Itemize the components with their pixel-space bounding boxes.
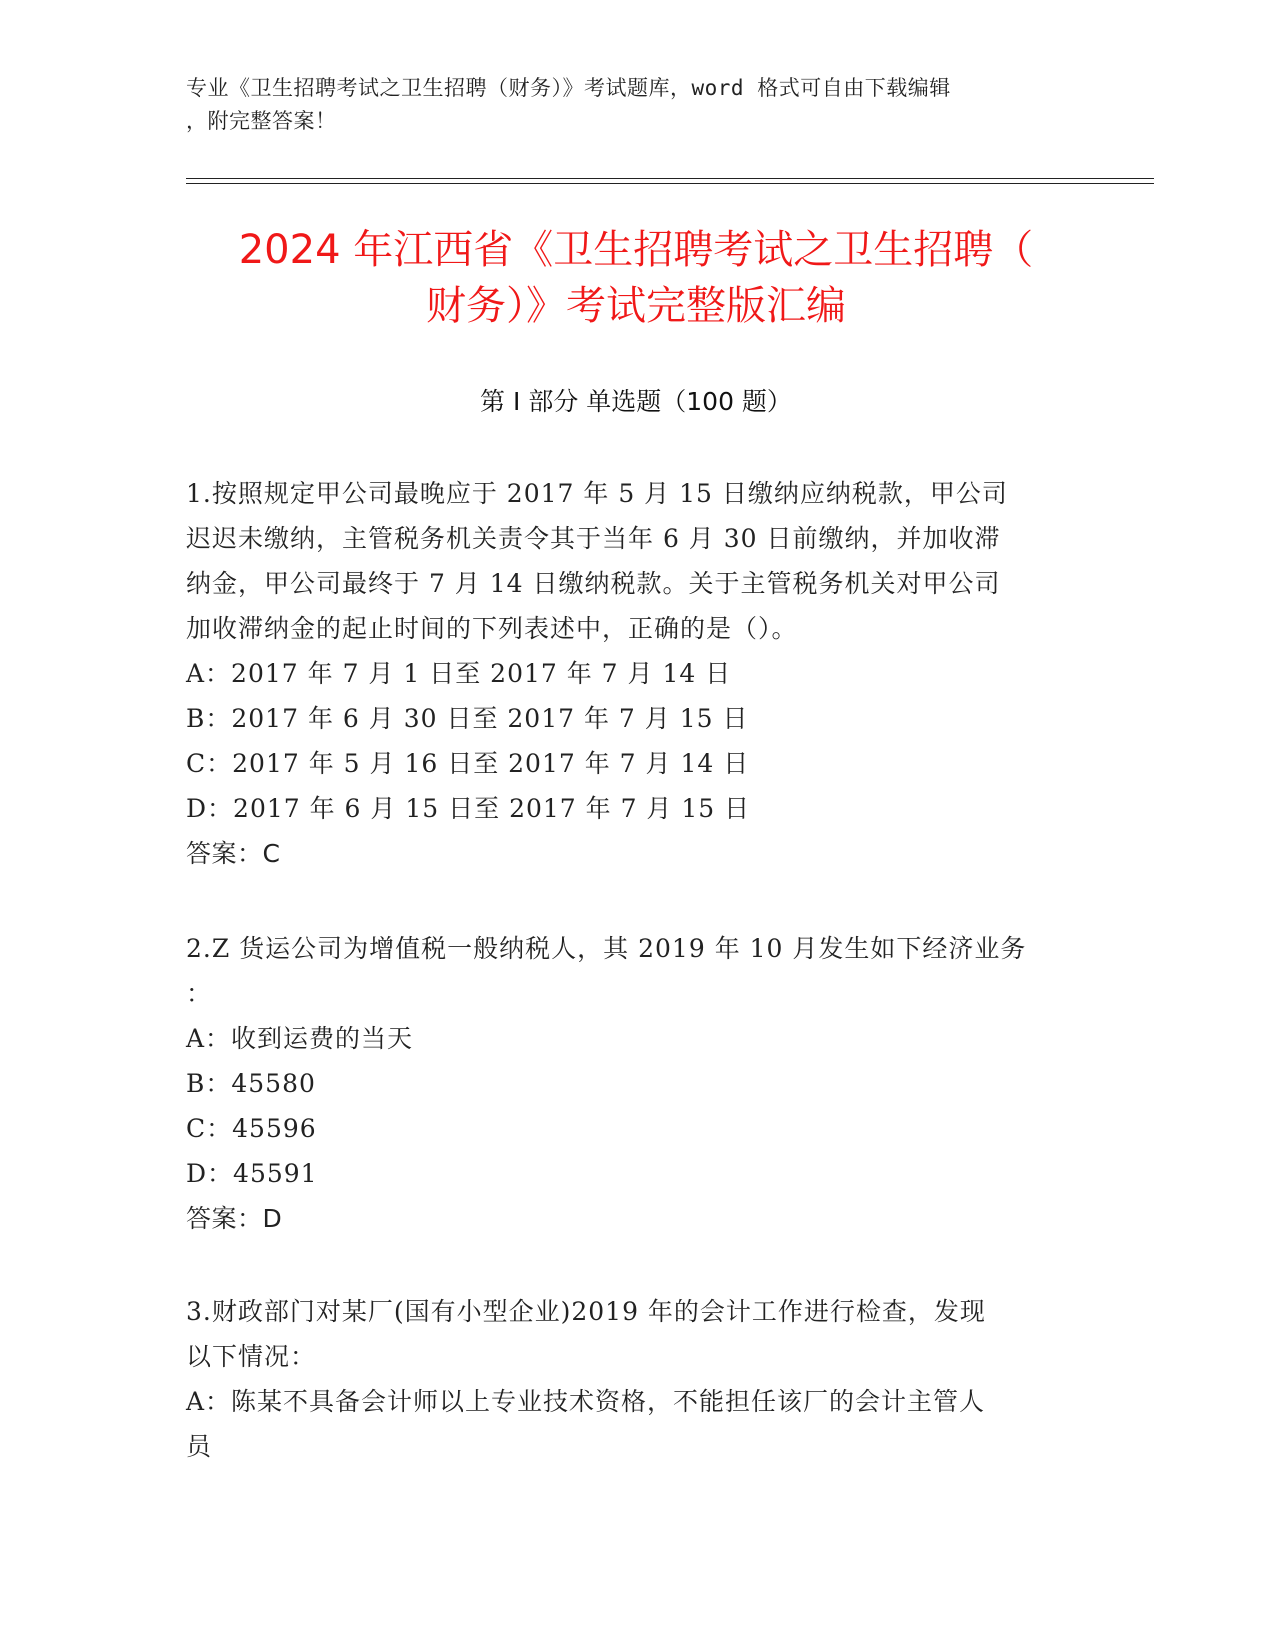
question-item [186,1289,1086,1469]
header-note [186,72,1086,138]
document-title [186,222,1086,334]
question-stem-line: 以下情况： [186,1342,317,1371]
correct-answer: 答案：C [186,839,281,868]
answer-option-a: A：陈某不具备会计师以上专业技术资格，不能担任该厂的会计主管人 [186,1387,986,1416]
question-stem-line: 1.按照规定甲公司最晚应于 2017 年 5 月 15 日缴纳应纳税款，甲公司 [186,479,1008,508]
question-stem-line: 加收滞纳金的起止时间的下列表述中，正确的是（）。 [186,614,798,643]
answer-option-d: D：2017 年 6 月 15 日至 2017 年 7 月 15 日 [186,794,751,823]
answer-option-d: D：45591 [186,1159,318,1188]
header-note-line: 专业《卫生招聘考试之卫生招聘（财务）》考试题库，word 格式可自由下载编辑 [186,76,951,100]
question-stem-line: ： [186,979,213,1008]
document-title-line: 财务）》考试完整版汇编 [426,283,846,329]
header-divider [186,178,1154,179]
section-title: 第 I 部分 单选题（100 题） [480,387,792,416]
answer-option-c: C：2017 年 5 月 16 日至 2017 年 7 月 14 日 [186,749,750,778]
question-stem-line: 3.财政部门对某厂(国有小型企业)2019 年的会计工作进行检查，发现 [186,1297,986,1326]
answer-option-a: A：收到运费的当天 [186,1024,414,1053]
correct-answer: 答案：D [186,1204,283,1233]
question-stem-line: 纳金，甲公司最终于 7 月 14 日缴纳税款。关于主管税务机关对甲公司 [186,569,1001,598]
question-stem-line: 2.Z 货运公司为增值税一般纳税人，其 2019 年 10 月发生如下经济业务 [186,934,1027,963]
answer-option-b: B：2017 年 6 月 30 日至 2017 年 7 月 15 日 [186,704,749,733]
header-divider [186,183,1154,184]
answer-option-c: C：45596 [186,1114,317,1143]
document-title-line: 2024 年江西省《卫生招聘考试之卫生招聘（ [238,227,1034,273]
question-stem-line: 迟迟未缴纳，主管税务机关责令其于当年 6 月 30 日前缴纳，并加收滞 [186,524,1001,553]
answer-option-b: B：45580 [186,1069,316,1098]
answer-option-a-continuation: 员 [186,1432,213,1461]
question-item [186,926,1086,1241]
answer-option-a: A：2017 年 7 月 1 日至 2017 年 7 月 14 日 [186,659,732,688]
question-item [186,471,1086,876]
header-note-line: ，附完整答案！ [186,109,337,133]
